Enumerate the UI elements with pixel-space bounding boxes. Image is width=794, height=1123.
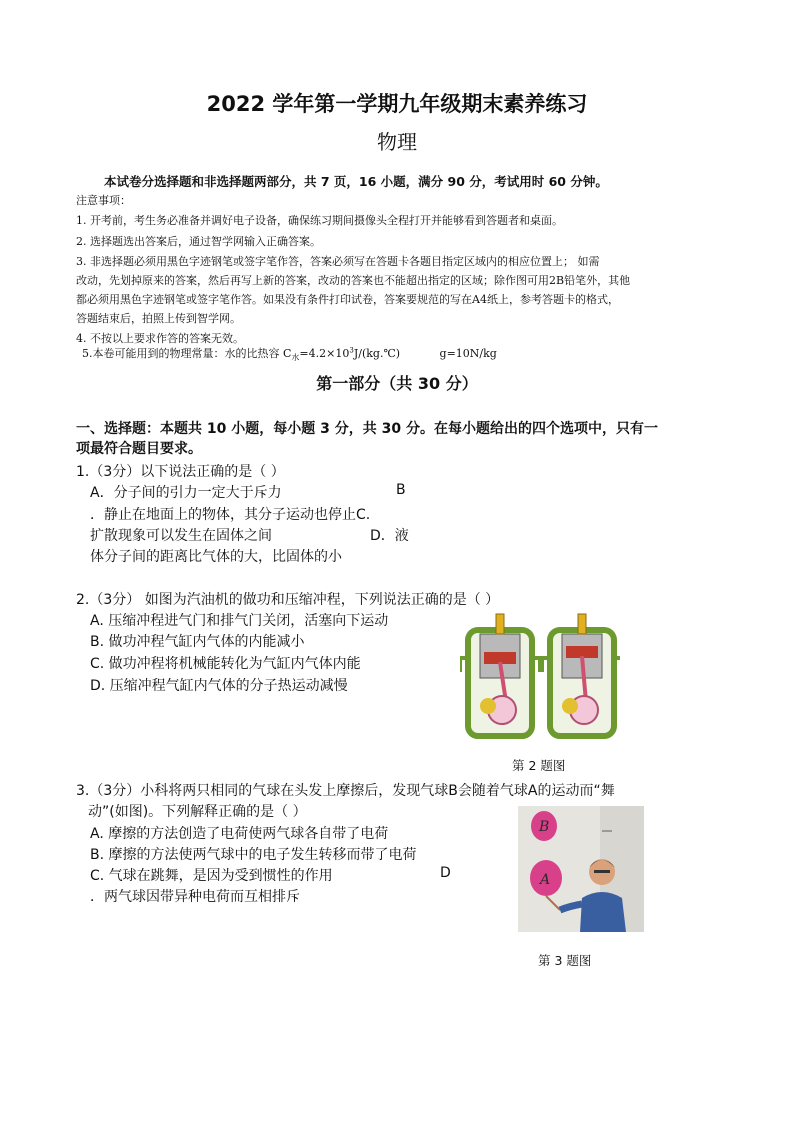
q2-stem: 2.（3分） 如图为汽油机的做功和压缩冲程，下列说法正确的是（ ） xyxy=(76,592,500,608)
q2-option-c: C. 做功冲程将机械能转化为气缸内气体内能 xyxy=(90,656,361,672)
section-heading-line-1: 一、选择题：本题共 10 小题，每小题 3 分，共 30 分。在每小题给出的四个选项中，只有一 xyxy=(76,421,658,437)
engine-right-spark-plug xyxy=(578,614,586,634)
note-1: 1. 开考前，考生务必准备并调好电子设备，确保练习期间摄像头全程打开并能够看到答题者和桌面。 xyxy=(76,214,563,227)
note-5 xyxy=(82,345,497,363)
engine-left xyxy=(460,614,540,736)
q3-option-b: B. 摩擦的方法使两气球中的电子发生转移而带了电荷 xyxy=(90,847,417,863)
q2-option-b: B. 做功冲程气缸内气体的内能减小 xyxy=(90,634,305,650)
section-heading-line-2: 项最符合题目要求。 xyxy=(76,441,202,457)
note-3-line-2: 改动，先划掉原来的答案，然后再写上新的答案，改动的答案也不能超出指定的区域；除作图可用2B铅笔外，其他 xyxy=(76,274,631,287)
q3-option-c-tail: D xyxy=(440,865,451,881)
balloon-a-label: A xyxy=(540,872,551,888)
note-5-gravity: g=10N/kg xyxy=(439,347,497,360)
q3-option-a: A. 摩擦的方法创造了电荷使两气球各自带了电荷 xyxy=(90,826,389,842)
engine-right-flywheel xyxy=(562,698,578,714)
note-3-line-3: 都必须用黑色字迹钢笔或签字笔作答。如果没有条件打印试卷，答案要规范的写在A4纸上，参考答题卡的格式， xyxy=(76,293,619,306)
q2-figure-caption: 第 2 题图 xyxy=(512,758,566,773)
q1-line-1-tail: B xyxy=(396,482,406,498)
exam-intro: 本试卷分选择题和非选择题两部分，共 7 页，16 小题，满分 90 分，考试用时 60 分钟。 xyxy=(104,174,608,189)
part-1-title: 第一部分（共 30 分） xyxy=(316,374,478,393)
balloon-photo xyxy=(518,806,644,932)
note-5-subscript: 水 xyxy=(291,353,300,363)
q3-stem-line-2: 动”(如图)。下列解释正确的是（ ） xyxy=(88,804,307,820)
q1-line-2: ．静止在地面上的物体，其分子运动也停止C. xyxy=(90,507,371,523)
note-4: 4. 不按以上要求作答的答案无效。 xyxy=(76,332,244,345)
q2-option-a: A. 压缩冲程进气门和排气门关闭，活塞向下运动 xyxy=(90,613,389,629)
engine-strokes-figure xyxy=(460,610,620,744)
q3-option-d: ．两气球因带异种电荷而互相排斥 xyxy=(90,889,300,905)
engine-right xyxy=(542,614,620,736)
note-5-exponent: 3 xyxy=(349,346,354,355)
q1-line-4: 体分子间的距离比气体的大，比固体的小 xyxy=(90,549,342,565)
q1-stem: 1.（3分）以下说法正确的是（ ） xyxy=(76,464,285,480)
note-5-prefix: 5.本卷可能用到的物理常量：水的比热容 C xyxy=(82,347,292,360)
q3-figure-caption: 第 3 题图 xyxy=(538,953,592,968)
q3-option-c: C. 气球在跳舞，是因为受到惯性的作用 xyxy=(90,868,333,884)
subject-title: 物理 xyxy=(377,130,417,154)
balloon-b-label: B xyxy=(539,819,550,835)
q3-stem-line-1: 3.（3分）小科将两只相同的气球在头发上摩擦后，发现气球B会随着气球A的运动而“舞 xyxy=(76,783,615,799)
note-2: 2. 选择题选出答案后，通过智学网输入正确答案。 xyxy=(76,235,321,248)
note-3-line-1: 3. 非选择题必须用黑色字迹钢笔或签字笔作答，答案必须写在答题卡各题目指定区域内的相应位置上； 如需 xyxy=(76,255,600,268)
notes-heading: 注意事项： xyxy=(76,194,131,207)
engine-left-flywheel xyxy=(480,698,496,714)
engine-left-spark-plug xyxy=(496,614,504,634)
person-shirt xyxy=(580,892,626,932)
page-title: 2022 学年第一学期九年级期末素养练习 xyxy=(206,92,588,116)
q1-line-3: 扩散现象可以发生在固体之间 xyxy=(90,528,272,544)
note-5-value: =4.2×10 xyxy=(299,347,350,360)
q2-option-d: D. 压缩冲程气缸内气体的分子热运动减慢 xyxy=(90,678,348,694)
note-5-unit: J/(kg.℃) xyxy=(353,347,401,360)
q1-line-1: A．分子间的引力一定大于斥力 xyxy=(90,485,282,501)
note-3-line-4: 答题结束后，拍照上传到智学网。 xyxy=(76,312,241,325)
q1-line-3-tail: D．液 xyxy=(370,528,409,544)
